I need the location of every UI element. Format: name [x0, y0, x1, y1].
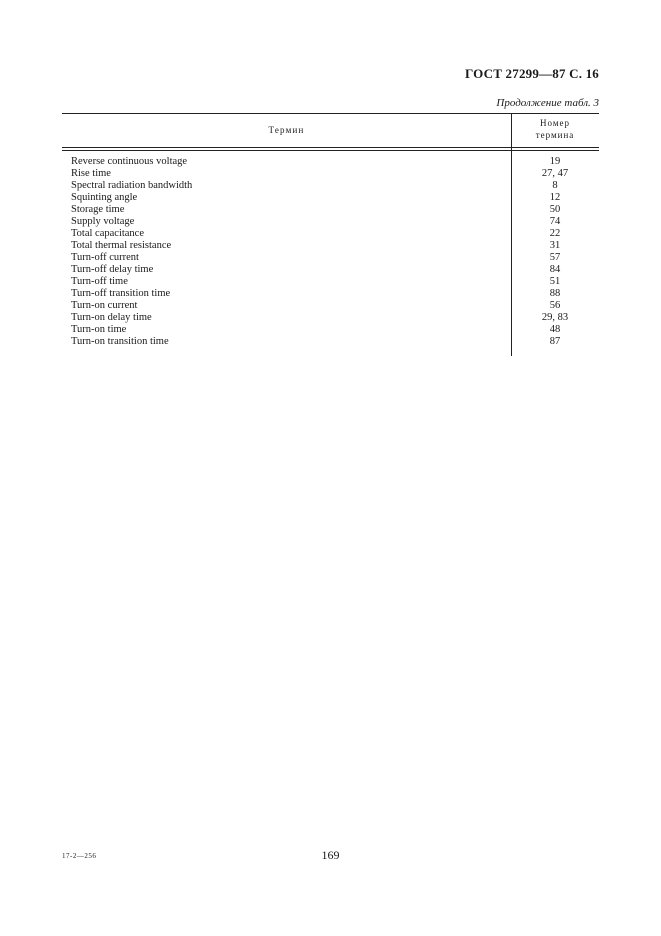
term-number-cell: 48 — [549, 324, 561, 335]
term-cell: Turn-off delay time — [71, 264, 154, 275]
term-number-cell: 27, 47 — [541, 168, 569, 179]
table-row — [62, 204, 599, 216]
table-row — [62, 300, 599, 312]
table-row — [62, 216, 599, 228]
column-header-number-line1: Номер — [539, 118, 571, 128]
term-number-cell: 74 — [549, 216, 561, 227]
term-cell: Total capacitance — [71, 228, 145, 239]
table-row — [62, 264, 599, 276]
column-header-term: Термин — [268, 125, 305, 135]
table-row — [62, 168, 599, 180]
table-row — [62, 180, 599, 192]
term-cell: Total thermal resistance — [71, 240, 172, 251]
term-number-cell: 29, 83 — [541, 312, 569, 323]
term-number-cell: 57 — [549, 252, 561, 263]
table-row — [62, 228, 599, 240]
table-continuation-note: Продолжение табл. 3 — [496, 97, 599, 109]
term-cell: Turn-on time — [71, 324, 127, 335]
term-number-cell: 31 — [549, 240, 561, 251]
term-cell: Turn-off time — [71, 276, 128, 287]
table-row — [62, 288, 599, 300]
print-code: 17-2—256 — [62, 852, 97, 860]
table-body — [62, 156, 599, 348]
term-number-cell: 22 — [549, 228, 561, 239]
term-cell: Squinting angle — [71, 192, 138, 203]
table-row — [62, 324, 599, 336]
column-header-number — [511, 117, 599, 141]
table-row — [62, 312, 599, 324]
term-number-cell: 50 — [549, 204, 561, 215]
term-number-cell: 87 — [549, 336, 561, 347]
terms-table — [62, 113, 599, 347]
term-number-cell: 84 — [549, 264, 561, 275]
term-cell: Storage time — [71, 204, 125, 215]
table-row — [62, 336, 599, 348]
column-header-number-line2: термина — [535, 130, 575, 140]
table-row — [62, 240, 599, 252]
term-cell: Turn-on delay time — [71, 312, 152, 323]
term-cell: Spectral radiation bandwidth — [71, 180, 193, 191]
term-cell: Turn-on transition time — [71, 336, 169, 347]
table-header — [62, 113, 599, 148]
term-cell: Reverse continuous voltage — [71, 156, 188, 167]
term-number-cell: 19 — [549, 156, 561, 167]
term-number-cell: 51 — [549, 276, 561, 287]
term-cell: Turn-off current — [71, 252, 139, 263]
table-row — [62, 156, 599, 168]
table-row — [62, 276, 599, 288]
term-number-cell: 12 — [549, 192, 561, 203]
table-row — [62, 192, 599, 204]
document-header-title: ГОСТ 27299—87 С. 16 — [465, 66, 599, 81]
term-cell: Rise time — [71, 168, 111, 179]
term-number-cell: 8 — [552, 180, 558, 191]
table-row — [62, 252, 599, 264]
page-number: 169 — [321, 848, 340, 862]
term-cell: Supply voltage — [71, 216, 135, 227]
term-cell: Turn-off transition time — [71, 288, 171, 299]
term-number-cell: 56 — [549, 300, 561, 311]
term-number-cell: 88 — [549, 288, 561, 299]
term-cell: Turn-on current — [71, 300, 138, 311]
